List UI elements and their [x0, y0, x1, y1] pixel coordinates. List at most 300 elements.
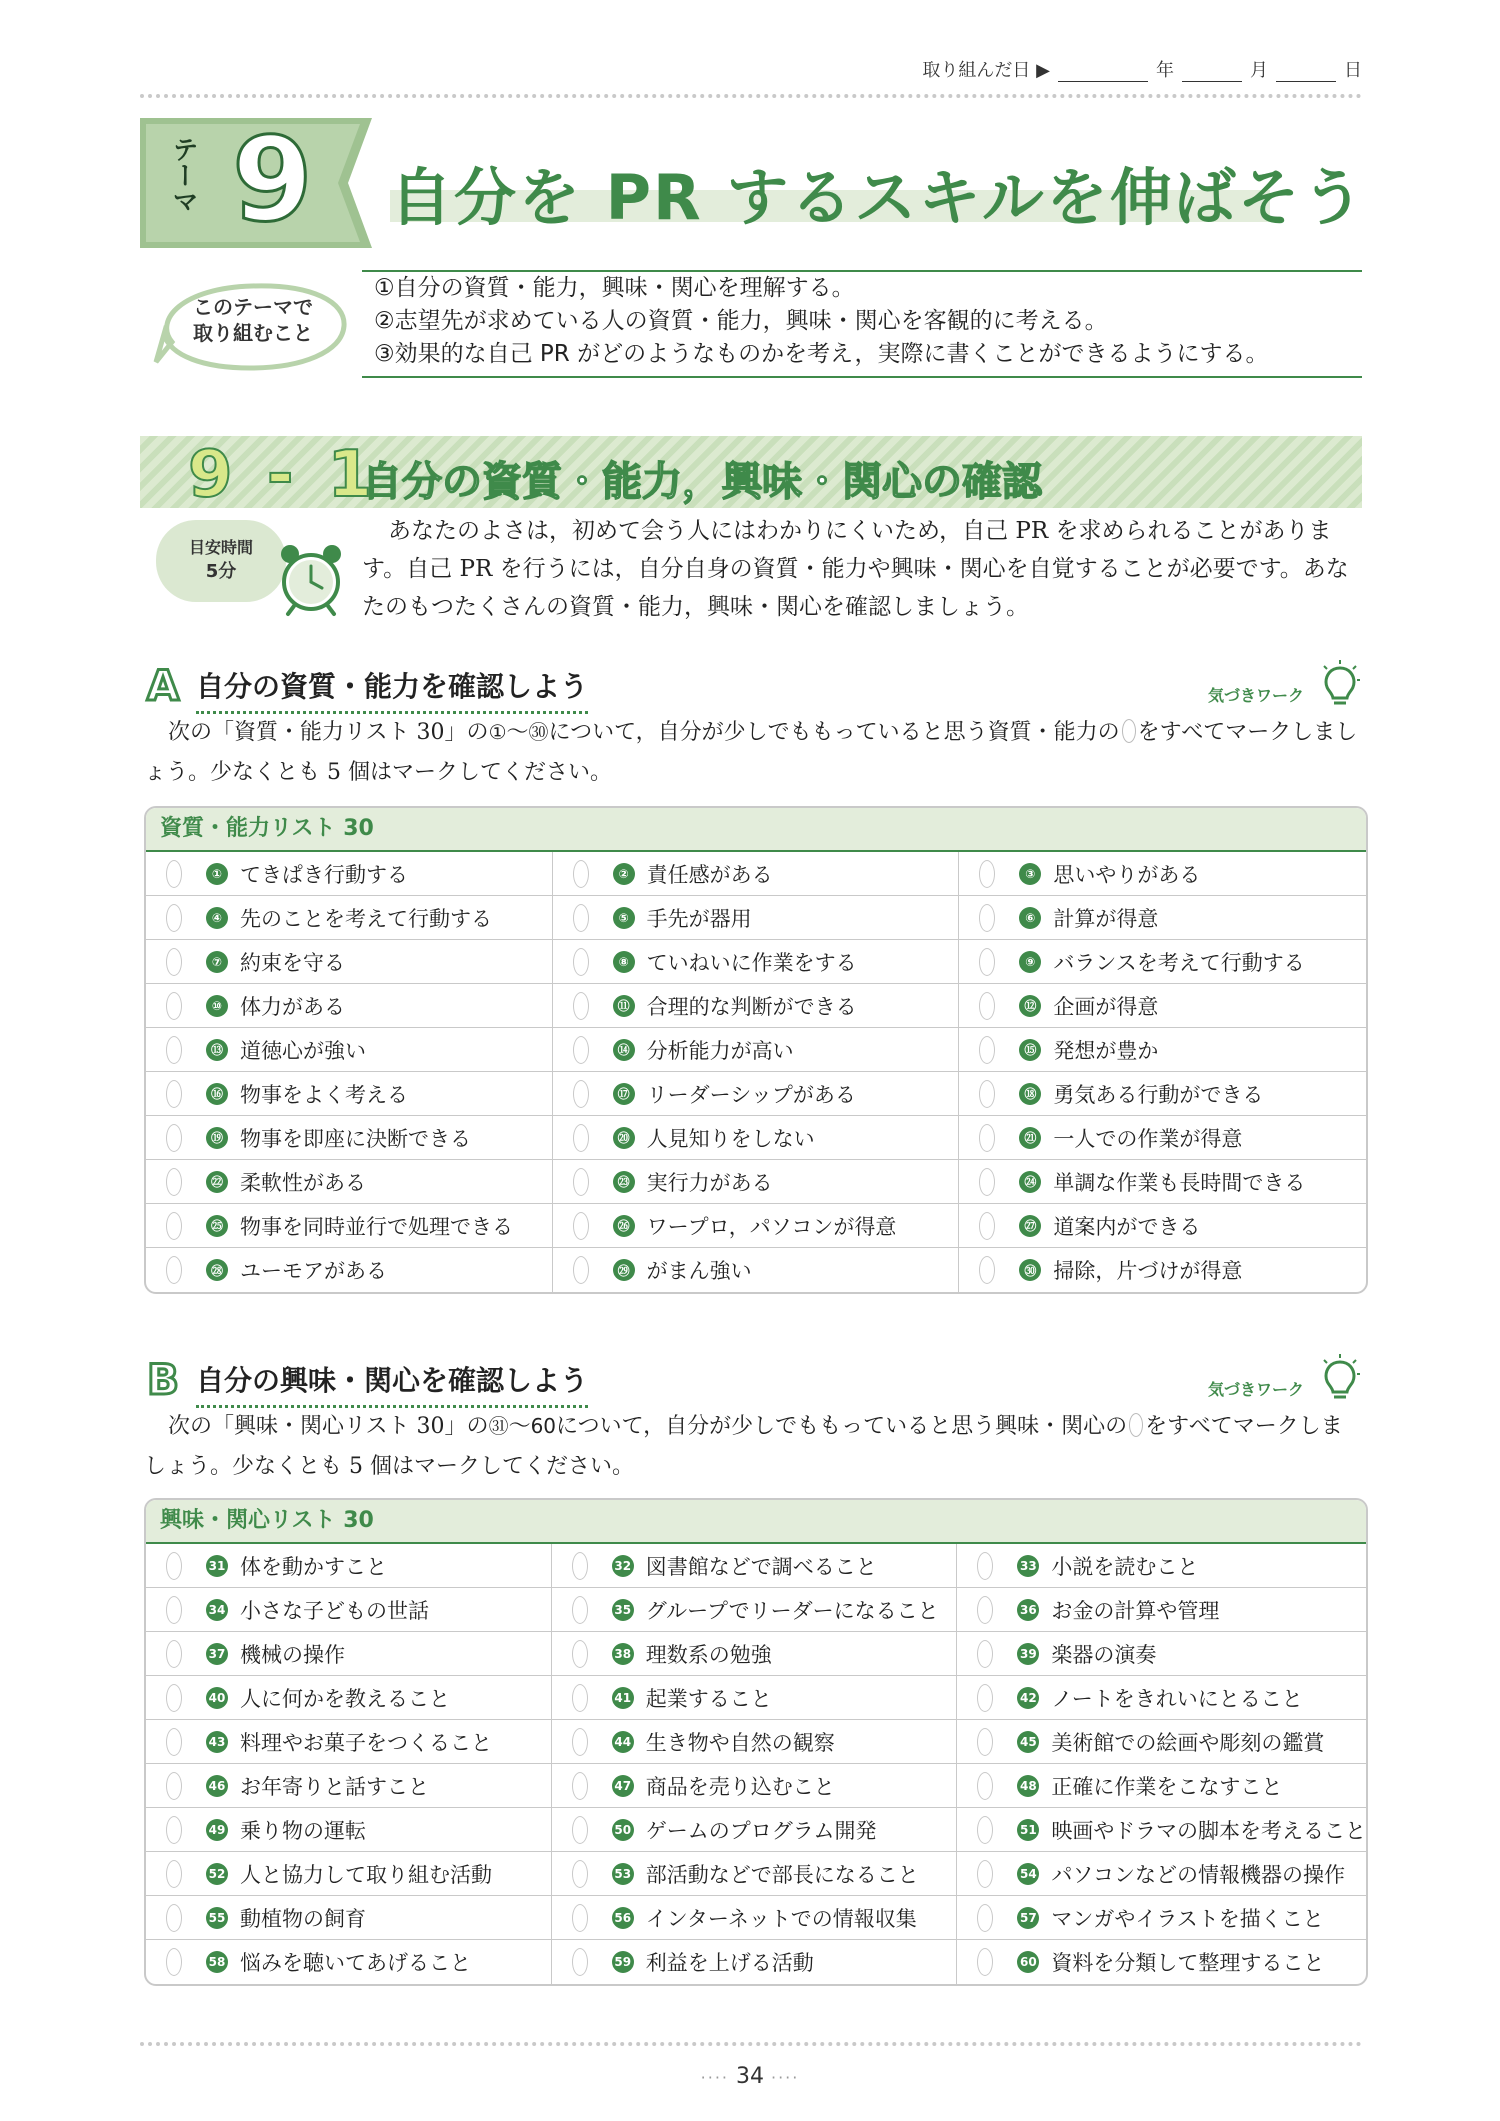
time-caption: 目安時間	[188, 538, 253, 557]
list-item	[553, 940, 960, 984]
item-number: 50	[612, 1819, 634, 1841]
svg-text:A: A	[146, 662, 180, 706]
item-text: 約束を守る	[240, 950, 345, 975]
mark-checkbox[interactable]	[979, 1212, 995, 1240]
footer-divider	[140, 2042, 1362, 2046]
item-text: ていねいに作業をする	[646, 950, 857, 975]
mark-checkbox[interactable]	[977, 1640, 993, 1668]
item-number: 51	[1017, 1819, 1039, 1841]
mark-checkbox[interactable]	[977, 1728, 993, 1756]
list-item	[957, 1764, 1366, 1808]
item-text: 発想が豊か	[1053, 1038, 1159, 1063]
item-number: ④	[206, 907, 228, 929]
item-text: パソコンなどの情報機器の操作	[1051, 1862, 1345, 1887]
item-text: 利益を上げる活動	[645, 1951, 814, 1975]
item-number: 43	[206, 1731, 228, 1753]
list-item	[146, 984, 553, 1028]
date-label: 取り組んだ日 ▶	[922, 60, 1050, 81]
item-text: 物事を同時並行で処理できる	[240, 1214, 513, 1239]
item-number: ㉒	[206, 1171, 228, 1193]
item-text: 単調な作業も長時間できる	[1053, 1170, 1306, 1195]
sub-b-range-end: 60	[530, 1414, 557, 1438]
sub-a-work-label: 気づきワーク	[1207, 686, 1304, 705]
sub-a-range-tilde: ～	[506, 720, 529, 745]
list-item	[146, 1248, 553, 1292]
item-number: ㉗	[1019, 1215, 1041, 1237]
item-number: ⑧	[613, 951, 635, 973]
year-blank[interactable]	[1058, 61, 1148, 82]
item-text: ノートをきれいにとること	[1051, 1686, 1303, 1711]
item-number: 57	[1017, 1907, 1039, 1929]
item-text: 勇気ある行動ができる	[1053, 1082, 1264, 1107]
item-number: 39	[1017, 1643, 1039, 1665]
mark-checkbox[interactable]	[166, 1728, 182, 1756]
item-number: 34	[206, 1599, 228, 1621]
item-number: ㉙	[613, 1259, 635, 1281]
theme-label: テーマ	[168, 136, 198, 214]
item-number: ㉑	[1019, 1127, 1041, 1149]
list-item	[146, 1028, 553, 1072]
mark-checkbox[interactable]	[573, 1124, 589, 1152]
mark-checkbox[interactable]	[572, 1772, 588, 1800]
list-item	[552, 1632, 958, 1676]
mark-checkbox[interactable]	[977, 1552, 993, 1580]
item-text: 楽器の演奏	[1051, 1642, 1157, 1667]
lightbulb-icon	[1318, 1354, 1362, 1404]
mark-checkbox[interactable]	[572, 1860, 588, 1888]
sub-b-instr-part3: をすべてマークしましょう。少なくとも 5 個はマークしてください。	[144, 1414, 1343, 1479]
item-text: 部活動などで部長になること	[645, 1862, 919, 1887]
item-number: ㉔	[1019, 1171, 1041, 1193]
mark-checkbox[interactable]	[166, 1772, 182, 1800]
item-number: 58	[206, 1951, 228, 1973]
mark-checkbox[interactable]	[573, 1256, 589, 1284]
sub-b-range-start: ㉛	[488, 1414, 509, 1438]
item-number: 41	[612, 1687, 634, 1709]
item-number: ⑨	[1019, 951, 1041, 973]
list-item	[553, 852, 960, 896]
page-dots-right: ····	[771, 2068, 800, 2087]
item-text: てきぱき行動する	[240, 862, 408, 887]
item-text: 手先が器用	[646, 906, 752, 931]
list-item	[146, 1588, 552, 1632]
item-text: ゲームのプログラム開発	[645, 1818, 877, 1843]
item-text: 人と協力して取り組む活動	[240, 1862, 492, 1887]
item-text: 動植物の飼育	[240, 1906, 366, 1931]
svg-text:B: B	[146, 1356, 180, 1400]
item-number: 35	[612, 1599, 634, 1621]
list-item	[959, 1160, 1366, 1204]
mark-checkbox[interactable]	[166, 1552, 182, 1580]
page-number-value: 34	[736, 2064, 764, 2089]
mark-checkbox[interactable]	[977, 1948, 993, 1976]
goal-item: ③効果的な自己 PR がどのようなものかを考え，実際に書くことができるようにする。	[374, 341, 1269, 367]
mark-checkbox[interactable]	[573, 860, 589, 888]
item-number: 47	[612, 1775, 634, 1797]
sub-a-range-end: ㉚	[528, 720, 549, 744]
item-text: ワープロ，パソコンが得意	[646, 1214, 897, 1239]
time-value: 5分	[205, 561, 237, 582]
item-number: ⑬	[206, 1039, 228, 1061]
month-blank[interactable]	[1182, 61, 1242, 82]
item-text: 悩みを聴いてあげること	[240, 1951, 471, 1975]
item-number: 48	[1017, 1775, 1039, 1797]
mark-checkbox[interactable]	[573, 948, 589, 976]
mark-checkbox[interactable]	[572, 1948, 588, 1976]
mark-checkbox[interactable]	[977, 1816, 993, 1844]
mark-checkbox[interactable]	[166, 1080, 182, 1108]
item-text: 図書館などで調べること	[645, 1554, 877, 1579]
qualities-list-title: 資質・能力リスト 30	[146, 808, 1366, 852]
list-item	[553, 984, 960, 1028]
item-text: 理数系の勉強	[645, 1642, 772, 1667]
item-text: 先のことを考えて行動する	[240, 906, 492, 931]
mark-checkbox[interactable]	[166, 948, 182, 976]
list-item	[553, 1072, 960, 1116]
interests-list	[144, 1498, 1368, 1986]
item-number: 44	[612, 1731, 634, 1753]
list-item	[553, 1248, 960, 1292]
mark-checkbox[interactable]	[979, 992, 995, 1020]
mark-checkbox[interactable]	[977, 1684, 993, 1712]
item-number: ⑲	[206, 1127, 228, 1149]
item-text: 人見知りをしない	[646, 1126, 815, 1151]
list-item	[957, 1676, 1366, 1720]
item-text: お年寄りと話すこと	[240, 1774, 429, 1799]
sub-a-instr-part1: 次の「資質・能力リスト 30」の	[168, 720, 489, 745]
page-number	[0, 2064, 1500, 2089]
item-text: 道徳心が強い	[240, 1038, 366, 1063]
mark-checkbox[interactable]	[166, 1036, 182, 1064]
mark-checkbox[interactable]	[573, 1168, 589, 1196]
time-label	[156, 536, 286, 584]
list-item	[146, 896, 553, 940]
item-text: 責任感がある	[646, 862, 773, 887]
mark-checkbox[interactable]	[573, 1212, 589, 1240]
sub-a-range-start: ①	[488, 720, 507, 744]
mark-checkbox[interactable]	[166, 1640, 182, 1668]
item-number: ⑰	[613, 1083, 635, 1105]
item-number: ⑥	[1019, 907, 1041, 929]
goals-label	[168, 294, 338, 346]
sub-a-title: 自分の資質・能力を確認しよう	[196, 665, 588, 714]
list-item	[959, 1204, 1366, 1248]
item-text: 美術館での絵画や彫刻の鑑賞	[1051, 1730, 1325, 1755]
goals-label-line2: 取り組むこと	[193, 321, 313, 345]
item-number: 45	[1017, 1731, 1039, 1753]
item-number: 37	[206, 1643, 228, 1665]
list-item	[146, 1072, 553, 1116]
list-item	[146, 1676, 552, 1720]
item-text: 商品を売り込むこと	[645, 1774, 835, 1799]
mark-checkbox[interactable]	[573, 1036, 589, 1064]
item-text: 思いやりがある	[1053, 862, 1201, 887]
list-item	[552, 1940, 958, 1984]
list-item	[146, 1544, 552, 1588]
lightbulb-icon	[1318, 660, 1362, 710]
item-text: 生き物や自然の観察	[645, 1730, 835, 1755]
item-number: ㉓	[613, 1171, 635, 1193]
mark-checkbox[interactable]	[572, 1728, 588, 1756]
item-text: 道案内ができる	[1053, 1214, 1201, 1239]
mark-checkbox[interactable]	[166, 904, 182, 932]
list-item	[553, 1028, 960, 1072]
item-text: お金の計算や管理	[1051, 1598, 1220, 1623]
item-text: 分析能力が高い	[646, 1038, 794, 1063]
item-number: ②	[613, 863, 635, 885]
sub-b-instructions	[144, 1406, 1364, 1487]
item-text: 一人での作業が得意	[1053, 1126, 1243, 1151]
section-title: 自分の資質・能力，興味・関心の確認	[362, 459, 1042, 505]
sub-a-title-wrap	[196, 665, 588, 714]
mark-checkbox[interactable]	[979, 860, 995, 888]
item-text: 合理的な判断ができる	[646, 994, 857, 1019]
item-text: 料理やお菓子をつくること	[240, 1730, 492, 1755]
sub-b-range-tilde: ～	[508, 1414, 531, 1439]
list-item	[552, 1808, 958, 1852]
item-number: ㉖	[613, 1215, 635, 1237]
day-blank[interactable]	[1276, 61, 1336, 82]
mark-checkbox[interactable]	[166, 1596, 182, 1624]
list-item	[552, 1764, 958, 1808]
item-text: 物事をよく考える	[240, 1082, 408, 1107]
mark-checkbox[interactable]	[573, 1080, 589, 1108]
list-item	[959, 1028, 1366, 1072]
sub-a-instr-part3: をすべてマークしましょう。少なくとも 5 個はマークしてください。	[144, 720, 1358, 785]
list-item	[959, 1072, 1366, 1116]
section-number: 9 - 1	[188, 438, 379, 512]
theme-number: 9	[232, 113, 313, 248]
sub-b-work-label: 気づきワーク	[1207, 1380, 1304, 1399]
item-text: 小説を読むこと	[1051, 1554, 1199, 1579]
interests-list-title: 興味・関心リスト 30	[146, 1500, 1366, 1544]
list-item	[146, 1204, 553, 1248]
mark-checkbox[interactable]	[166, 1212, 182, 1240]
mark-checkbox[interactable]	[166, 860, 182, 888]
item-text: 企画が得意	[1053, 994, 1159, 1019]
mark-checkbox[interactable]	[979, 1168, 995, 1196]
item-number: ㉚	[1019, 1259, 1041, 1281]
mark-checkbox[interactable]	[979, 1256, 995, 1284]
item-number: 42	[1017, 1687, 1039, 1709]
item-number: 38	[612, 1643, 634, 1665]
item-number: ⑯	[206, 1083, 228, 1105]
item-text: 資料を分類して整理すること	[1051, 1951, 1325, 1975]
goal-item: ②志望先が求めている人の資質・能力，興味・関心を客観的に考える。	[374, 308, 1108, 334]
mark-checkbox[interactable]	[572, 1816, 588, 1844]
date-entry-line	[922, 56, 1362, 82]
item-number: 49	[206, 1819, 228, 1841]
item-number: ㉘	[206, 1259, 228, 1281]
list-item	[552, 1896, 958, 1940]
month-unit: 月	[1250, 60, 1268, 81]
mark-checkbox[interactable]	[573, 904, 589, 932]
checkbox-oval-icon	[1122, 719, 1136, 743]
mark-checkbox[interactable]	[572, 1552, 588, 1580]
item-number: ⑮	[1019, 1039, 1041, 1061]
sub-a-instr-part2: について，自分が少しでももっていると思う資質・能力の	[548, 720, 1120, 745]
mark-checkbox[interactable]	[166, 992, 182, 1020]
list-item	[146, 1940, 552, 1984]
list-item	[146, 1160, 553, 1204]
item-text: インターネットでの情報収集	[645, 1906, 917, 1931]
item-text: 物事を即座に決断できる	[240, 1126, 471, 1151]
list-item	[146, 1896, 552, 1940]
item-text: 乗り物の運転	[240, 1818, 366, 1843]
theme-title: 自分を PR するスキルを伸ばそう	[390, 161, 1366, 234]
item-number: ⑤	[613, 907, 635, 929]
sub-b-instr-part1: 次の「興味・関心リスト 30」の	[168, 1414, 489, 1439]
goals-label-line1: このテーマで	[193, 295, 313, 319]
mark-checkbox[interactable]	[572, 1684, 588, 1712]
item-number: 59	[612, 1951, 634, 1973]
mark-checkbox[interactable]	[166, 1860, 182, 1888]
item-text: 機械の操作	[240, 1642, 345, 1667]
item-text: 映画やドラマの脚本を考えること	[1051, 1818, 1366, 1843]
item-text: 体を動かすこと	[240, 1554, 387, 1579]
item-number: 60	[1017, 1951, 1039, 1973]
day-unit: 日	[1344, 60, 1362, 81]
list-item	[957, 1720, 1366, 1764]
letter-b-icon	[143, 1356, 183, 1400]
list-item	[552, 1676, 958, 1720]
page-dots-left: ····	[700, 2068, 729, 2087]
list-item	[957, 1632, 1366, 1676]
list-item	[957, 1808, 1366, 1852]
goals-list	[362, 270, 1362, 378]
list-item	[957, 1896, 1366, 1940]
item-number: 52	[206, 1863, 228, 1885]
list-item	[959, 1116, 1366, 1160]
sub-a-instructions	[144, 712, 1364, 793]
item-text: 体力がある	[240, 994, 345, 1019]
item-number: ⑳	[613, 1127, 635, 1149]
list-item	[957, 1940, 1366, 1984]
item-number: 33	[1017, 1555, 1039, 1577]
item-text: マンガやイラストを描くこと	[1051, 1906, 1324, 1931]
list-item	[146, 940, 553, 984]
list-item	[959, 940, 1366, 984]
item-number: 36	[1017, 1599, 1039, 1621]
list-item	[957, 1852, 1366, 1896]
item-number: ⑫	[1019, 995, 1041, 1017]
letter-a-icon	[143, 662, 183, 706]
item-number: 31	[206, 1555, 228, 1577]
sub-b-instr-part2: について，自分が少しでももっていると思う興味・関心の	[556, 1414, 1128, 1439]
list-item	[957, 1588, 1366, 1632]
item-number: 53	[612, 1863, 634, 1885]
mark-checkbox[interactable]	[977, 1772, 993, 1800]
list-item	[146, 1720, 552, 1764]
item-text: 正確に作業をこなすこと	[1051, 1774, 1283, 1799]
list-item	[146, 852, 553, 896]
item-number: 32	[612, 1555, 634, 1577]
list-item	[957, 1544, 1366, 1588]
mark-checkbox[interactable]	[166, 1948, 182, 1976]
item-text: 計算が得意	[1053, 906, 1159, 931]
mark-checkbox[interactable]	[166, 1168, 182, 1196]
list-item	[959, 1248, 1366, 1292]
mark-checkbox[interactable]	[979, 1124, 995, 1152]
item-text: がまん強い	[646, 1259, 752, 1283]
item-text: グループでリーダーになること	[645, 1598, 939, 1623]
list-item	[146, 1632, 552, 1676]
header-divider	[140, 94, 1362, 98]
item-text: リーダーシップがある	[646, 1082, 856, 1107]
item-text: 実行力がある	[646, 1170, 773, 1195]
list-item	[552, 1588, 958, 1632]
list-item	[959, 984, 1366, 1028]
mark-checkbox[interactable]	[977, 1904, 993, 1932]
alarm-clock-icon	[276, 540, 346, 618]
item-number: ③	[1019, 863, 1041, 885]
mark-checkbox[interactable]	[977, 1596, 993, 1624]
qualities-grid	[146, 852, 1366, 1292]
section-intro: あなたのよさは，初めて会う人にはわかりにくいため，自己 PR を求められることがあります。自己 PR を行うには，自分自身の資質・能力や興味・関心を自覚することが必要です。あなたのもつたくさんの資質・能力，興味・関心を確認しましょう。	[362, 518, 1349, 620]
list-item	[959, 896, 1366, 940]
list-item	[553, 896, 960, 940]
mark-checkbox[interactable]	[166, 1816, 182, 1844]
list-item	[552, 1544, 958, 1588]
list-item	[146, 1852, 552, 1896]
item-text: 柔軟性がある	[240, 1170, 366, 1195]
list-item	[553, 1204, 960, 1248]
mark-checkbox[interactable]	[979, 1036, 995, 1064]
item-number: 40	[206, 1687, 228, 1709]
mark-checkbox[interactable]	[572, 1596, 588, 1624]
mark-checkbox[interactable]	[573, 992, 589, 1020]
item-text: ユーモアがある	[240, 1259, 387, 1283]
mark-checkbox[interactable]	[979, 948, 995, 976]
list-item	[146, 1116, 553, 1160]
interests-grid	[146, 1544, 1366, 1984]
item-number: ⑪	[613, 995, 635, 1017]
list-item	[146, 1764, 552, 1808]
checkbox-oval-icon	[1129, 1413, 1143, 1437]
year-unit: 年	[1156, 60, 1174, 81]
list-item	[959, 852, 1366, 896]
sub-b-title-wrap	[196, 1359, 588, 1408]
item-number: 54	[1017, 1863, 1039, 1885]
mark-checkbox[interactable]	[166, 1124, 182, 1152]
list-item	[553, 1116, 960, 1160]
item-text: 掃除，片づけが得意	[1053, 1259, 1243, 1283]
list-item	[146, 1808, 552, 1852]
mark-checkbox[interactable]	[166, 1684, 182, 1712]
list-item	[553, 1160, 960, 1204]
item-number: ㉕	[206, 1215, 228, 1237]
list-item	[552, 1720, 958, 1764]
item-text: 起業すること	[645, 1686, 772, 1711]
item-number: ①	[206, 863, 228, 885]
list-item	[552, 1852, 958, 1896]
item-number: ⑦	[206, 951, 228, 973]
mark-checkbox[interactable]	[572, 1904, 588, 1932]
item-text: 人に何かを教えること	[240, 1686, 450, 1711]
item-number: ⑱	[1019, 1083, 1041, 1105]
item-number: 46	[206, 1775, 228, 1797]
mark-checkbox[interactable]	[979, 1080, 995, 1108]
mark-checkbox[interactable]	[166, 1256, 182, 1284]
qualities-list	[144, 806, 1368, 1294]
item-number: 55	[206, 1907, 228, 1929]
mark-checkbox[interactable]	[977, 1860, 993, 1888]
mark-checkbox[interactable]	[572, 1640, 588, 1668]
mark-checkbox[interactable]	[979, 904, 995, 932]
mark-checkbox[interactable]	[166, 1904, 182, 1932]
item-text: 小さな子どもの世話	[240, 1598, 429, 1623]
item-number: 56	[612, 1907, 634, 1929]
